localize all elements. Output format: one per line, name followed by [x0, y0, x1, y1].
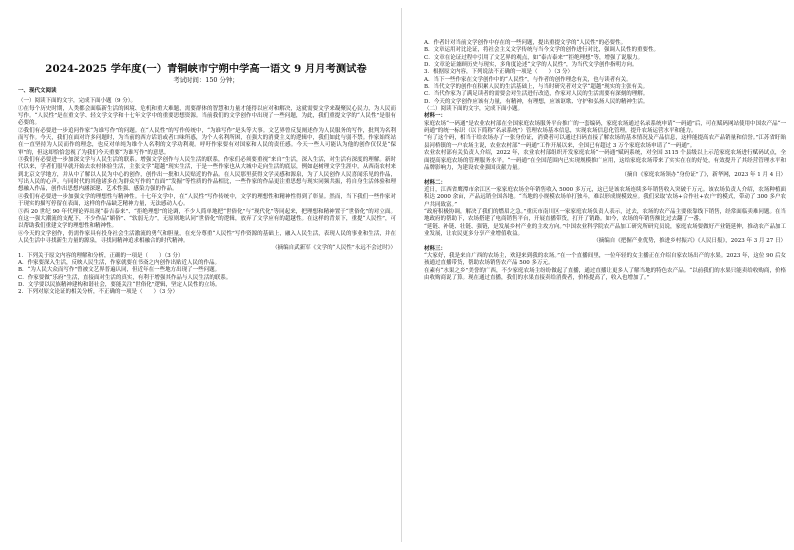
material-heading: 材料一： [424, 113, 447, 120]
option: C．文章在论证过程中引用了文艺界的观点，如“泰吉泰来”“拒绝理想”等，增强了说服力。 [424, 54, 643, 61]
option: B．文章运用对比论证，将社会主义文学传统与当今文学的创作进行对比，强调人民性的重要性。 [424, 47, 660, 54]
paragraph: “延链、补链、壮链、强链，是发展乡村产业的主攻方向。”中国农业科学院农产品加工研究所研究员说，家庭农场要做好产业链延伸，推动农产品加工业发展，让农民更多分享产业增值收益。 [424, 223, 786, 237]
part-heading: （二）阅读下面的文字，完成下面小题。 [424, 106, 524, 113]
material-heading: 材料二： [424, 179, 447, 186]
option: C．当代作家为了满足读者的需要会对生活进行改造，作家对人民的生活需要有深刻的理解。 [424, 91, 649, 98]
right-column [404, 0, 794, 550]
paragraph: ①在每个历史时期，人类都会面临新生活的困境、危机和重大难题，需要群体的智慧和力量才能得以应对和解决，这就需要文学来凝聚民心民力，为人民而写作。“人民性”是在重文学、轻文学文学和十七年文学中的重要思想资源。当前我们的文学创作中出现了一些问题，为此，我们重提文学的“人民性”是很有必要的。 [18, 105, 396, 127]
paragraph: “政府积极协调，解决了我们的燃眉之急。”重庆市南川区一家家庭农场负责人表示，过去，农场的农产品主要依靠线下销售，经常面临卖难问题。在当地政府的帮助下，农场搭建了电商销售平台，开展直播带货，打开了销路。如今，农场的年销售额比过去翻了一番。 [424, 208, 786, 223]
paragraph: 在素有“水果之乡”美誉的广西，不少家庭农场主纷纷做起了直播，通过直播让更多人了解当地的特色农产品。“以前我们的水果只能卖给收购商，价格由收购商说了算。现在通过直播，我们的水果直接卖给消费者，价格提高了，收入也增加了。” [424, 267, 786, 281]
source-citation: （摘编自武新军《文学的“人民性”永远不会过时》） [272, 245, 396, 252]
paragraph: ⑤西 20 世纪 90 年代理论界出现“泰吉泰来”、“拒绝理想”的论调，不少人简单地把“世俗化”与“现代化”等同起来，把理想和精神置于“世俗化”的对立面。在这一强大潮流的支配下，不少作品“媚俗”、“软弱无力”，无原则地认同“世俗化”的逻辑，放弃了文学应有的超越性。在这样的背景下，重提“人民性”，可以帮助我们重建文学的理想性和精神性。 [18, 208, 396, 230]
column-divider [401, 8, 402, 542]
paragraph: ④我们有必要进一步加强文学的理想性与精神性。十七年文学中，在“人民性”写作传统中，文学的理想性和精神性得到了彰显。然而，当下我们一些作家对于现实的描写停留在表面，这样的作品缺乏精神力量，无法感动人心。 [18, 193, 396, 208]
option: C．作家要做“乐府”生活，直接面对生活的真实，有利于增强其作品与人民生活的联系。 [18, 274, 232, 281]
source-citation: （摘自《家庭农场领办“身份证”了》，新华网，2023 年 1 月 4 日） [621, 172, 786, 179]
paragraph: ③我们有必要进一步加深文学与人民生活的联系。增强文学创作与人民生活的联系，作家们必须要重视“来自”生活，深入生活，对生活有深度的理解。新时代以来，学者们很早就开始去农村体验生活，主张文学“超越”现实生活，于是一些作家也从大城中走向生活的底层，例如赵树理文学生涯中，从西南农村来到北京文学地方，并从中了解以人民为中心的创作，创作出一批和人民贴近的作品。在人民那里获得文学灵感和源泉，为了人民创作人民喜闻乐见的作品，写出人民的心声。与同时代的其他诸多在为群众写作的“直面”“发掘”等性质的作品相比，一些作家的作品更注重思想与现实同频共振，将自身生活体验和理想融入作品，创作出思想内涵深邃、艺术性强、感染力强的作品。 [18, 157, 396, 193]
right-text [424, 40, 786, 282]
question: 1．下列关于原文内容的理解和分析，正确的一项是（ ）（3 分） [18, 252, 184, 259]
option: B．当代文学的创作在积累人民的生活基础上，与当时研究者对文学“超越”现实的主张有关。 [424, 84, 649, 91]
left-text [18, 88, 396, 297]
paragraph: 近日，江西省鹰潭市余江区一家家庭农场全年销售收入 5000 多万元，这已是该农场连续多年销售收入突破千万元。该农场负责人介绍，农场种植面积达 2000 余亩，产品远销全国各地。“当地的小规模农场单打独斗，难以形成规模效应。我们采取‘农场+合作社+农户’的模式，带动了 300 多户农户共同致富。” [424, 186, 786, 208]
paragraph: 农业农村部有关负责人介绍，2022 年，农业农村部组织开发家庭农场“一码通”赋码系统，对全国 3115 个县级以上示范家庭农场进行赋码试点，全面提高家庭农场的管理服务水平。“一码通”在全国范围内已实现规模推广应用，这给家庭农场带来了实实在在的好处，有效提升了其经营管理水平和品牌影响力，为建设农业强国贡献力量。 [424, 150, 786, 171]
option: B．“为人民大众而写作”曾被文艺界普遍认同，但近年在一些地方出现了一些问题。 [18, 267, 221, 274]
option: A．当下一些作家在文学创作中的“人民性”，与作者的创作理念有关，也与读者有关。 [424, 76, 632, 83]
paragraph: 家庭农场“一码通”是农业农村部在全国家庭农场服务平台推广的一套编码，家庭农场通过名录系统申请“一码通”后，可在赋码网站使用中国农产品“一码通”的统一标识（以下简称“名录系统”）管理农场基本信息，实现农场信息化管理，提升农场运营水平和能力。 [424, 120, 786, 135]
paragraph: ②我们有必要进一步追问作家“为谁写作”的问题。在“人民性”的写作传统中，“为谁写作”是头等大事。文艺界曾反复阐述作为人民服务的写作，批判为名利而写作。今天，我们在面对许多问题时，为当前的西方话语或者口味所惑，为个人名利所困，在强大的消费主义的逻辑中，我们如此与弱不禁。作家始终站在一直坚持为人民而作的理念，也反对单纯为维个人名利的文学功利观。呼吁作家要有对国家和人民的责任感。今天一些人可能认为他的创作仅仅是“保审”的，但这却恰恰忽视了为我们今天重要“为谁写作”的意思。 [18, 127, 396, 156]
paragraph: ⑥今天的文学创作，仍需作家具有投身社会生活激流的勇气和胆量，在充分尊重“人民性”写作资源的基础上，融入人民生活，表现人民的事业和生活，并在人民生活中寻找新生力量的源泉，寻找同精神追求相融合的时代精神。 [18, 230, 396, 244]
material-heading: 材料三： [424, 245, 447, 252]
option: D．今天的文学创作应该有力量，有精神，有理想，应该讴歌、守护和弘扬人民的精神生活。 [424, 98, 649, 105]
question: 2．下列对原文论证的相关分析，不正确的一项是（ ）（3 分） [18, 289, 178, 296]
source-citation: （摘编自《把握产业优势，推进乡村振兴》《人民日报》，2023 年 3 月 27 日） [593, 238, 786, 245]
exam-title: 2024-2025 学年度(一）青铜峡市宁朔中学高一语文 9 月月考测试卷 [45, 63, 367, 75]
part-heading: （一）阅读下面的文字，完成下面小题（9 分）。 [18, 98, 136, 105]
option: D．文章论证兼顾历史与现实，多角度论述“文学的人民性”，为当代文学创作指明方向。 [424, 62, 638, 69]
section-heading: 一、现代文阅读 [18, 88, 57, 94]
paragraph: “有了这个码，相当于给农场办了一张身份证，消费者可以通过扫码直接了解农场的基本情况及产品信息，这样能提高农产品销量和信誉。”江苏省盱眙县河桥镇的一户农场主说，农业农村部“一码通”工作开展以来，全国已有超过 3 万个家庭农场申请了“一码通”。 [424, 135, 786, 149]
option: A．作家要深入生活，反映人民生活，作家就要在书斋之内创作出贴近人民的作品。 [18, 259, 220, 266]
exam-info: 考试时间：150 分钟； [173, 76, 239, 84]
option: A．作者针对当前文学创作中存在的一些问题，提出重提文学的“人民性”的必要性。 [424, 40, 627, 46]
option: D．文学要以民族精神建构和谐社会，要能关注“世俗化”逻辑，坚定人民性的立场。 [18, 281, 221, 288]
paragraph: “大家好，我是来自广西的农场主，欢迎来到我的农场。”在一个直播间里，一位年轻的女主播正在介绍自家农场出产的水果。2023 年，这位 90 后女孩通过直播带货，帮助农场销售农产品 500 多万元。 [424, 252, 786, 267]
question: 3．根据原文内容，下列说法不正确的一项是（ ）（3 分） [424, 69, 573, 76]
